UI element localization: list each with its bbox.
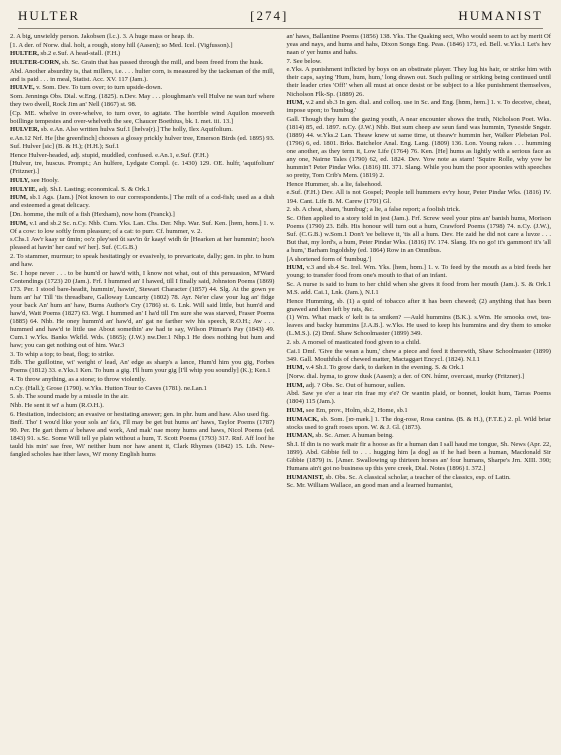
entry-text: e.Suf. (F.H.) Dev. All is not Gospel; People tell hummers ev'ry hour, Peter Pindar Wks. (1816) IV. 194. Cant. Life B. M. Carew (1791) Gl. <box>286 189 551 205</box>
entry-text: v.1 and sb.2 Sc. n.Cy. Nhb. Cum. Yks. Lan. Chs. Der. Nhp. War. Suf. Ken. [hɐm, hʊm.] 1. v. Of a cow: to low softly from pleasure; of a cat: to purr. Cf. hummer, v. 2. <box>10 219 275 235</box>
dictionary-paragraph <box>10 93 275 109</box>
entry-text: Sc. I hope never . . . to be hum'd or haw'd with, I know not what, out of this persuasion, M'Ward Contendings (1723) 20 (Jam.). Frf. I hummed an' I hawed, till I finally said, Johnston Poems (1869) 173. Per. I stood bare-headit, hummin', hawin', Stewart Character (1857) 44. Slg. At the gown ye hum an' ha' Till 'tis threadbare, Galloway Luncarty (1802) 78. Ayr. Ne'er claw your lug an' fidge your back An' hum an' haw, Burns Author's Cry (1786) st. 6. Lnk. Will said little, but hum'd and haw'd, Watt Poems (1827) 63. Wgt. I hummed an' I ha'd till I'm sure she was starved, Fraser Poems (1885) 64. Nhb. He oney humm'd an' haw'd, an' gat ne farther wiv his speech, R.O.H.; Aw . . . hummed and haw'd te little use About somethin' aw had te say, Wilson Pitman's Pay (1843) 49. Cum.1 w.Yks. Banks Wkfld. Wds. (1865); (J.W.) nw.Der.1 Nhp.1 He does nothing but hum and haw; you can get nothing out of him. War.3 <box>10 269 275 350</box>
dictionary-paragraph <box>10 84 275 92</box>
entry-text: Hence Hulver-headed, adj. stupid, muddled, confused. e.An.1, e.Suf. (F.H.) <box>10 151 209 159</box>
entry-text: n.Cy. (Hall.); Grose (1790). w.Yks. Hutton Tour to Caves (1781). ne.Lan.1 <box>10 384 207 392</box>
entry-text: [Norw. dial. hyma, to grow dusk (Aasen); a der. of ON. húmr, overcast, murky (Fritzner).] <box>286 373 525 381</box>
entry-text: Sh.I. If din is no wark mair fir a hoose as fir a human dan I sall haud me tongue, Sh. News (Apr. 22, 1899). Abd. Gibbie fell to . . . hugging him [a dog] as if he had been a human, Macdonald Sir Gibbie (1879) ix. [Amer. Swallowing up thirteen horses an' four humans, Sharpe's Jrn. XIII. 390; Humans ain't got no business up this yere creek, Dial. Notes (1896) I. 372.] <box>286 440 551 473</box>
dictionary-paragraph <box>287 116 552 180</box>
dictionary-paragraph <box>287 474 552 482</box>
entry-text: v. Som. Dev. To turn over; to turn upside-down. <box>36 84 163 92</box>
entry-headword: HUM, <box>10 219 28 227</box>
entry-text: 2. sb. A cheat, sham, 'humbug'; a lie, a false report; a foolish trick. <box>286 206 461 214</box>
dictionary-paragraph <box>287 66 552 98</box>
entry-text: sb.2 e.Suf. A head-stall. (F.H.) <box>40 50 121 58</box>
entry-text: Cai.1 Dmf. 'Give the wean a hum,' chew a piece and feed it therewith, Shaw Schoolmaster (1899) 349. Gall. Mouthfuls of chewed matter, Mactaggart Encycl. (1824). N.I.1 <box>286 347 551 363</box>
dictionary-paragraph <box>287 256 552 264</box>
entry-text: v.4 Sh.I. To grow dark, to darken in the evening. S. & Ork.1 <box>305 364 465 372</box>
entry-text: see Hooly. <box>31 176 59 184</box>
entry-text: 4. To throw anything, as a stone; to throw violently. <box>10 375 146 383</box>
dictionary-paragraph <box>10 385 275 393</box>
entry-headword: HUM, <box>286 406 305 414</box>
dictionary-paragraph <box>10 236 275 252</box>
dictionary-paragraph <box>287 390 552 406</box>
dictionary-paragraph <box>10 376 275 384</box>
dictionary-paragraph <box>10 419 275 459</box>
entry-text: v.2 and sb.3 In gen. dial. and colloq. use in Sc. and Eng. [hʊm, hɐm.] 1. v. To deceive, cheat, impose upon; to 'humbug.' <box>286 99 551 115</box>
dictionary-paragraph <box>10 411 275 419</box>
entry-text: sb. Obs. Sc. A classical scholar, a teacher of the classics, esp. of Latin. <box>325 473 511 481</box>
entry-text: 2. To stammer, murmur; to speak hesitatingly or evasively, to prevaricate, dally; gen. in phr. to hum and haw. <box>10 252 275 268</box>
entry-text: Sc. Often applied to a story told in jest (Jam.). Frf. Screw weel your pins an' banish hums, Morison Poems (1790) 23. Edb. His honour will turn out a hum, Crawford Poems (1798) 74. n.Cy. (J.W.), Suf. (C.G.B.) w.Som.1 Don't 'ee believe it, 'tis all a hum. Dev. He zaid he did not care a luvze . . . But that, my lord's, a hum, Peter Pindar Wks. (1816) IV. 174. Slang. It's no go! it's gammon! it's 'all a hum,' Barham Ingoldsby (ed. 1864) Row in an Omnibus. <box>286 214 551 254</box>
entry-text: Hence Hummer, sb. a lie, falsehood. <box>286 180 383 188</box>
entry-text: e.Yks. A punishment inflicted by boys on an obstinate player. They lug his hair, or strike him with their caps, saying 'Hum, hum, hum,' long drawn out. Such pulling or striking being continued until their leader cries 'Off!' when all must at once desist or be subject to a like punishment themselves, Nicholson Flk-Sp. (1889) 26. <box>286 66 551 98</box>
dictionary-paragraph <box>10 68 275 84</box>
dictionary-paragraph <box>10 152 275 160</box>
dictionary-paragraph <box>287 432 552 440</box>
entry-text: e.An.12 Nrf. He [the greenfinch] chooses a glossy prickly hulver tree, Emerson Birds (ed. 1895) 93. Suf. Hulver [sic] (B. & H.); (H.H.); Suf.1 <box>10 134 275 150</box>
dictionary-paragraph <box>287 482 552 490</box>
entry-text: an' haws, Ballantine Poems (1856) 138. Yks. The Quaking sect, Who would seem to act by merit Of yeas and nays, and hums and hahs, Dixon Songs Eng. Peas. (1846) 173, ed. Bell. w.Yks.1 Let's hev naan o' yer hums and hahs. <box>286 33 551 57</box>
entry-text: [A shortened form of 'humbug.'] <box>286 255 372 263</box>
entry-headword: HUM, <box>286 364 305 372</box>
dictionary-paragraph <box>287 298 552 314</box>
entry-text: Gall. Though they hum the gazing youth, A near encounter shows the truth, Nicholson Poet. Wks. (1814) 85, ed. 1897. n.Cy. (J.W.) Nhb. But sum cheep aw seun fand was hummin, Tyneside Sngstr. (1889) 44. w.Yks.2 Lan. Theaw knew ut same time, ut theaw'r hummin her, Walker Plebeian Pol. (1796) 6, ed. 1801. Brks. Batchelor Anal. Eng. Lang. (1809) 136. Lon. Young rakes . . . humming one another, as they term it, Low Life (1764) 76. Ken. [He] hums as lightly with a serious face as any one, Nairne Tales (1790) 62, ed. 1824. Dev. Yow note as starn! 'Squire Rolle, why yow be hummin'! Peter Pindar Wks. (1816) III. 371. Slang. While you hum the poor spoonies with speeches so pretty, Tom Crib's Mem. (1819) 2. <box>286 115 551 180</box>
entry-text: sb. Som. [ɪʊ·mæk.] 1. The dog-rose, Rosa canina. (B. & H.), (F.T.E.) 2. pl. Wild briar stocks used to graft roses upon. W. & J. Gl. (1873). <box>286 415 551 431</box>
entry-headword: HULTER, <box>10 50 39 58</box>
right-column <box>287 33 552 749</box>
dictionary-paragraph <box>10 359 275 375</box>
dictionary-paragraph <box>287 215 552 255</box>
running-header <box>18 8 543 29</box>
dictionary-paragraph <box>287 339 552 347</box>
dictionary-paragraph <box>10 253 275 269</box>
dictionary-paragraph <box>10 126 275 134</box>
dictionary-paragraph <box>10 211 275 219</box>
entry-text: Sc. Mr. William Wallace, an good man and a learned humanist, <box>286 482 453 490</box>
dictionary-paragraph <box>10 59 275 67</box>
entry-text: see Em, prov., Holm, sb.2, Home, sb.1 <box>305 406 408 414</box>
entry-headword: HULVER, <box>10 126 40 134</box>
entry-text: sb. e.An. Also written hulva Suf.1 [hɐlvə(r).] The holly, Ilex Aquifolium. <box>40 126 233 134</box>
dictionary-paragraph <box>10 351 275 359</box>
dictionary-paragraph <box>287 382 552 390</box>
entry-text: (1) Wm. What mack o' kelt is ta smiken? —Auld hummins (B.K.). s.Wm. He smooks owt, tea-leaves and backy hummins [J.A.B.]. w.Yks. He used to keep his hummins and dry them to smoke (L.M.S.). (2) Dmf. Shaw Schoolmaster (1899) 349. <box>286 314 551 338</box>
entry-headword: HUM, <box>286 381 305 389</box>
entry-text: 7. See below. <box>286 57 322 65</box>
entry-text: sb.1 Ags. (Jam.) [Not known to our correspondents.] The milt of a cod-fish; used as a dish and esteemed a great delicacy. <box>10 194 275 210</box>
entry-text: adj. ? Obs. Sc. Out of humour, sullen. <box>305 381 406 389</box>
entry-text: v.3 and sb.4 Sc. Irel. Wm. Yks. [hɐm, hʊm.] 1. v. To feed by the mouth as a bird feeds her young; to transfer food from one's mouth to that of an infant. <box>286 264 551 280</box>
entry-headword: HUM, <box>286 264 305 272</box>
entry-text: Edb. The guillotine, wi' weight o' lead, An' edge as sharp's a lance, Hum'd him you gig, Forbes Poems (1812) 33. e.Yks.1 Ken. To hum a gig. I'll hum your gig [I'll whip you soundly] (K.); Ken.1 <box>10 359 275 375</box>
dictionary-paragraph <box>10 42 275 50</box>
entry-text: 5. sb. The sound made by a missile in the air. <box>10 393 129 401</box>
dictionary-paragraph <box>287 206 552 214</box>
header-right-word: HUMANIST <box>458 8 543 23</box>
entry-text: 2. A big, unwieldy person. Jakobsen (l.c.). 3. A huge mass or heap. ib. <box>10 33 194 40</box>
dictionary-paragraph <box>287 364 552 372</box>
entry-headword: HUMACK, <box>286 415 319 423</box>
dictionary-paragraph <box>10 402 275 410</box>
entry-text: 6. Hesitation, indecision; an evasive or hesitating answer; gen. in phr. hum and haw. Also used fig. <box>10 410 270 418</box>
entry-text: Bnff. Tho' I wou'd like your sols an' fa's, I'll may be get but hums an' haws, Taylor Poems (1787) 90. Per. He gart them a' behave and work, And mak' nae mony hums and haws, Nicol Poems (ed. 1843) 91. s.Sc. Some Will tell ye plain without a hum, T. Scott Poems (1793) 317. Rnf. Aff loof he tauld his min' sae free, Wi' neither hum nor haw anent it, Clark Rhymes (1842) 15. Lth. New-fangled scholes hae ither laws, Wi' mony English hums <box>10 419 275 459</box>
entry-text: Sc. A nurse is said to hum to her child when she gives it food from her mouth (Jam.). S. & Ork.1 M.S. add. Cai.1, Lnk. (Jam.), N.I.1 <box>286 280 551 296</box>
dictionary-paragraph <box>10 177 275 185</box>
entry-headword: HUMANIST, <box>286 473 324 481</box>
dictionary-paragraph <box>10 220 275 236</box>
entry-text: Hence Humming, sb. (1) a quid of tobacco after it has been chewed; (2) anything that has been gnawed and then left by rats, &c. <box>286 297 551 313</box>
entry-headword: HULYIE, <box>10 185 38 193</box>
entry-text: [Hulvur, tre, huscus. Prompt.; An hulfere, Lydgate Compl. (c. 1430) 129. OE. hulfr, 'aquifolium' (Fritzner).] <box>10 160 275 176</box>
dictionary-paragraph <box>10 270 275 350</box>
dictionary-paragraph <box>10 33 275 41</box>
dictionary-paragraph <box>287 441 552 473</box>
dictionary-paragraph <box>10 186 275 194</box>
dictionary-paragraph <box>287 264 552 280</box>
entry-text: sb. Sc. Grain that has passed through the mill, and been freed from the husk. <box>62 58 264 66</box>
entry-text: [Cp. ME. whelve in over-whelve, to turn over, to agitate. The horrible wind Aquilon moeveth boillinge tempestes and over-whelveth the see, Chaucer Boethius, bk. I. met. iii. 13.] <box>10 109 275 125</box>
dictionary-paragraph <box>287 189 552 205</box>
dictionary-paragraph <box>10 393 275 401</box>
entry-text: s.Chs.1 Aw'r kaay ur ŭmin; oo'z pley'sed ŭt sav'in ŭr kaayf widh ŭr [Hearken at her hummin'; hoo's pleased at havin' her cauf wi' her]. Suf. (C.G.B.) <box>10 236 275 252</box>
dictionary-paragraph <box>287 33 552 57</box>
dictionary-paragraph <box>287 314 552 338</box>
entry-text: Som. Jennings Obs. Dial. w.Eng. (1825). n.Dev. May . . . ploughman's vell Hulve ne wan turf where they two dwell, Rock Jim an' Nell (1867) st. 98. <box>10 92 275 108</box>
entry-text: Nhb. He sent it wi' a hum (R.O.H.). <box>10 401 104 409</box>
entry-headword: HUM, <box>286 99 305 107</box>
header-left-word: HULTER <box>18 8 81 23</box>
entry-text: Abd. Saw ye e'er a tear rin frae my e'e? Or wantin plaid, or bonnet, loukit hum, Tarras Poems (1804) 115 (Jam.). <box>286 390 551 406</box>
entry-text: 3. To whip a top; to beat, flog; to strike. <box>10 350 115 358</box>
entry-text: adj. Sh.I. Lasting; economical. S. & Ork.1 <box>38 185 151 193</box>
entry-text: Abd. Another absurdity is, that millers, i.e. . . . hulter corn, is measured by the tacksman of the mill, and is paid . . . in meal, Statist. Acc. XV. 117 (Jam.). <box>10 67 275 83</box>
text-columns <box>10 33 551 749</box>
entry-text: [Dn. homme, the milt of a fish (Hexham), now hom (Franck).] <box>10 210 175 218</box>
dictionary-paragraph <box>287 181 552 189</box>
entry-headword: HULY, <box>10 176 30 184</box>
dictionary-paragraph <box>287 407 552 415</box>
dictionary-paragraph <box>287 281 552 297</box>
dictionary-paragraph <box>287 416 552 432</box>
entry-headword: HULVE, <box>10 84 35 92</box>
dictionary-paragraph <box>287 373 552 381</box>
entry-text: [1. A der. of Norw. dial. holt, a rough, stony hill (Aasen); so Med. Icel. (Vigfusson).] <box>10 41 233 49</box>
dictionary-paragraph <box>10 50 275 58</box>
entry-headword: HULTER-CORN, <box>10 58 61 66</box>
page-number: [274] <box>250 8 289 23</box>
entry-text: 2. sb. A morsel of masticated food given to a child. <box>286 339 421 347</box>
dictionary-paragraph <box>287 99 552 115</box>
dictionary-paragraph <box>10 110 275 126</box>
entry-headword: HUMAN, <box>286 432 314 440</box>
dictionary-paragraph <box>10 160 275 176</box>
dictionary-paragraph <box>287 348 552 364</box>
dictionary-paragraph <box>287 58 552 66</box>
entry-text: sb. Sc. Amer. A human being. <box>315 432 394 440</box>
dictionary-paragraph <box>10 194 275 210</box>
left-column <box>10 33 275 749</box>
dictionary-paragraph <box>10 135 275 151</box>
entry-headword: HUM, <box>10 194 28 202</box>
